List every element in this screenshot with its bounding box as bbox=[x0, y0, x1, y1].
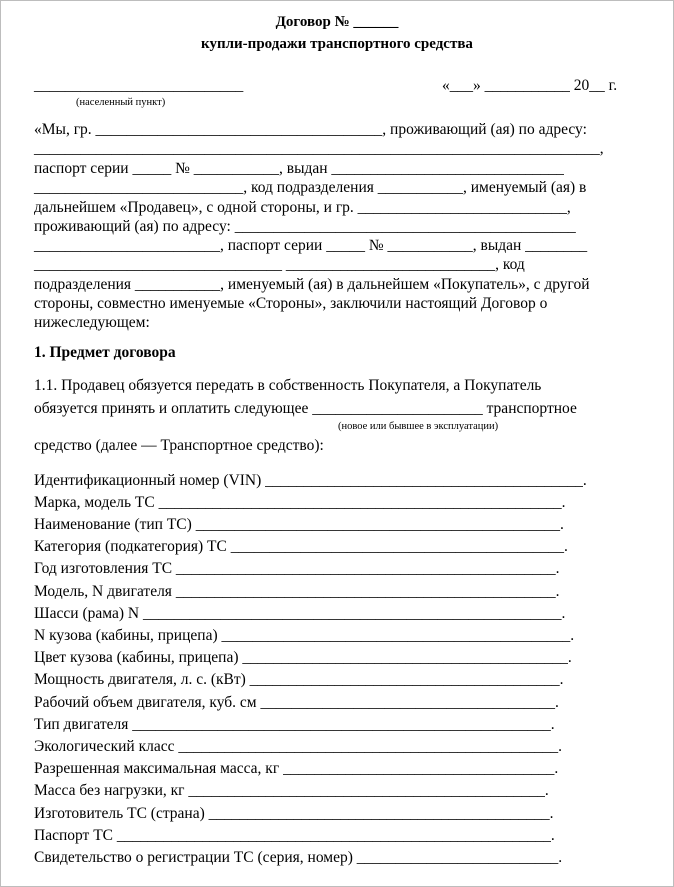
field-max-mass bbox=[34, 760, 558, 778]
field-label: Мощность двигателя, л. с. (кВт) bbox=[34, 671, 250, 688]
field-engine-model bbox=[34, 583, 559, 601]
field-vehicle-passport bbox=[34, 827, 555, 845]
field-vin bbox=[34, 472, 587, 490]
field-registration-cert bbox=[34, 849, 562, 867]
preamble-line: «Мы, гр. _____________________________________, проживающий (ая) по адресу: bbox=[34, 121, 587, 138]
field-engine-power bbox=[34, 671, 564, 689]
field-chassis bbox=[34, 605, 565, 623]
field-year bbox=[34, 560, 560, 578]
field-blank: _________________________________________________. bbox=[178, 738, 562, 755]
field-label: Паспорт ТС bbox=[34, 827, 117, 844]
place-caption: (населенный пункт) bbox=[76, 97, 166, 108]
field-blank: __________________________________________. bbox=[242, 649, 572, 666]
field-blank: ______________________________________________. bbox=[188, 782, 549, 799]
preamble-line: подразделения ___________, именуемый (ая) в дальнейшем «Покупатель», с другой bbox=[34, 276, 590, 293]
preamble-line: дальнейшем «Продавец», с одной стороны, и гр. ___________________________, bbox=[34, 199, 571, 216]
field-blank: __________________________. bbox=[356, 849, 563, 866]
preamble-line: ________________________________ ___________________________, код bbox=[34, 256, 525, 273]
clause-line: 1.1. Продавец обязуется передать в собственность Покупателя, а Покупатель bbox=[34, 377, 542, 394]
condition-caption: (новое или бывшее в эксплуатации) bbox=[338, 421, 499, 432]
field-label: Масса без нагрузки, кг bbox=[34, 782, 189, 799]
field-engine-type bbox=[34, 716, 555, 734]
field-label: Свидетельство о регистрации ТС (серия, номер) bbox=[34, 849, 357, 866]
field-manufacturer bbox=[34, 805, 554, 823]
field-label: Марка, модель ТС bbox=[34, 494, 159, 511]
field-label: Изготовитель ТС (страна) bbox=[34, 805, 209, 822]
field-vehicle-type bbox=[34, 516, 564, 534]
contract-title: Договор № ______ bbox=[275, 14, 399, 30]
field-blank: ______________________________________. bbox=[260, 694, 559, 711]
field-blank: ________________________________________. bbox=[249, 671, 564, 688]
date-line: «___» ___________ 20__ г. bbox=[442, 77, 618, 94]
clause-line: средство (далее — Транспортное средство): bbox=[34, 437, 324, 454]
field-blank: ________________________________________________________. bbox=[116, 827, 555, 844]
field-label: Тип двигателя bbox=[34, 716, 133, 733]
field-label: Шасси (рама) N bbox=[34, 605, 143, 622]
field-label: Год изготовления ТС bbox=[34, 560, 176, 577]
field-label: Экологический класс bbox=[34, 738, 179, 755]
field-make-model bbox=[34, 494, 565, 512]
field-blank: _____________________________________________. bbox=[221, 627, 575, 644]
field-body-number bbox=[34, 627, 574, 645]
section-heading: 1. Предмет договора bbox=[34, 344, 176, 361]
preamble-line: стороны, совместно именуемые «Стороны», заключили настоящий Договор о bbox=[34, 295, 548, 312]
clause-line: обязуется принять и оплатить следующее ______________________ транспортное bbox=[34, 400, 577, 417]
contract-subtitle: купли-продажи транспортного средства bbox=[201, 36, 473, 52]
field-blank: ______________________________________________________. bbox=[142, 605, 566, 622]
field-label: Идентификационный номер (VIN) bbox=[34, 472, 266, 489]
preamble-line: паспорт серии _____ № ___________, выдан ______________________________ bbox=[34, 160, 564, 177]
field-blank: _________________________________________________. bbox=[175, 560, 560, 577]
field-blank: _________________________________________________. bbox=[175, 583, 560, 600]
field-blank: ____________________________________________. bbox=[208, 805, 554, 822]
place-blank: ___________________________ bbox=[34, 77, 244, 94]
field-blank: ______________________________________________________. bbox=[132, 716, 555, 733]
field-blank: ___________________________________________. bbox=[230, 538, 568, 555]
field-blank: ____________________________________________________. bbox=[158, 494, 566, 511]
field-label: Рабочий объем двигателя, куб. см bbox=[34, 694, 261, 711]
preamble-line: ________________________, паспорт серии _____ № ___________, выдан ________ bbox=[34, 237, 588, 254]
preamble-line: проживающий (ая) по адресу: ____________________________________________ bbox=[34, 218, 576, 235]
field-label: Разрешенная максимальная масса, кг bbox=[34, 760, 284, 777]
field-blank: _________________________________________. bbox=[265, 472, 587, 489]
preamble-line: ___________________________, код подразделения ___________, именуемый (ая) в bbox=[34, 179, 587, 196]
field-blank: _______________________________________________. bbox=[195, 516, 564, 533]
field-engine-volume bbox=[34, 694, 559, 712]
field-category bbox=[34, 538, 568, 556]
field-eco-class bbox=[34, 738, 562, 756]
preamble-line: _________________________________________________________________________, bbox=[34, 140, 604, 157]
field-label: Категория (подкатегория) ТС bbox=[34, 538, 231, 555]
field-label: Модель, N двигателя bbox=[34, 583, 176, 600]
field-label: Наименование (тип ТС) bbox=[34, 516, 196, 533]
field-blank: ___________________________________. bbox=[283, 760, 559, 777]
field-curb-mass bbox=[34, 782, 549, 800]
preamble-line: нижеследующем: bbox=[34, 314, 150, 331]
field-label: N кузова (кабины, прицепа) bbox=[34, 627, 222, 644]
field-body-color bbox=[34, 649, 572, 667]
field-label: Цвет кузова (кабины, прицепа) bbox=[34, 649, 243, 666]
